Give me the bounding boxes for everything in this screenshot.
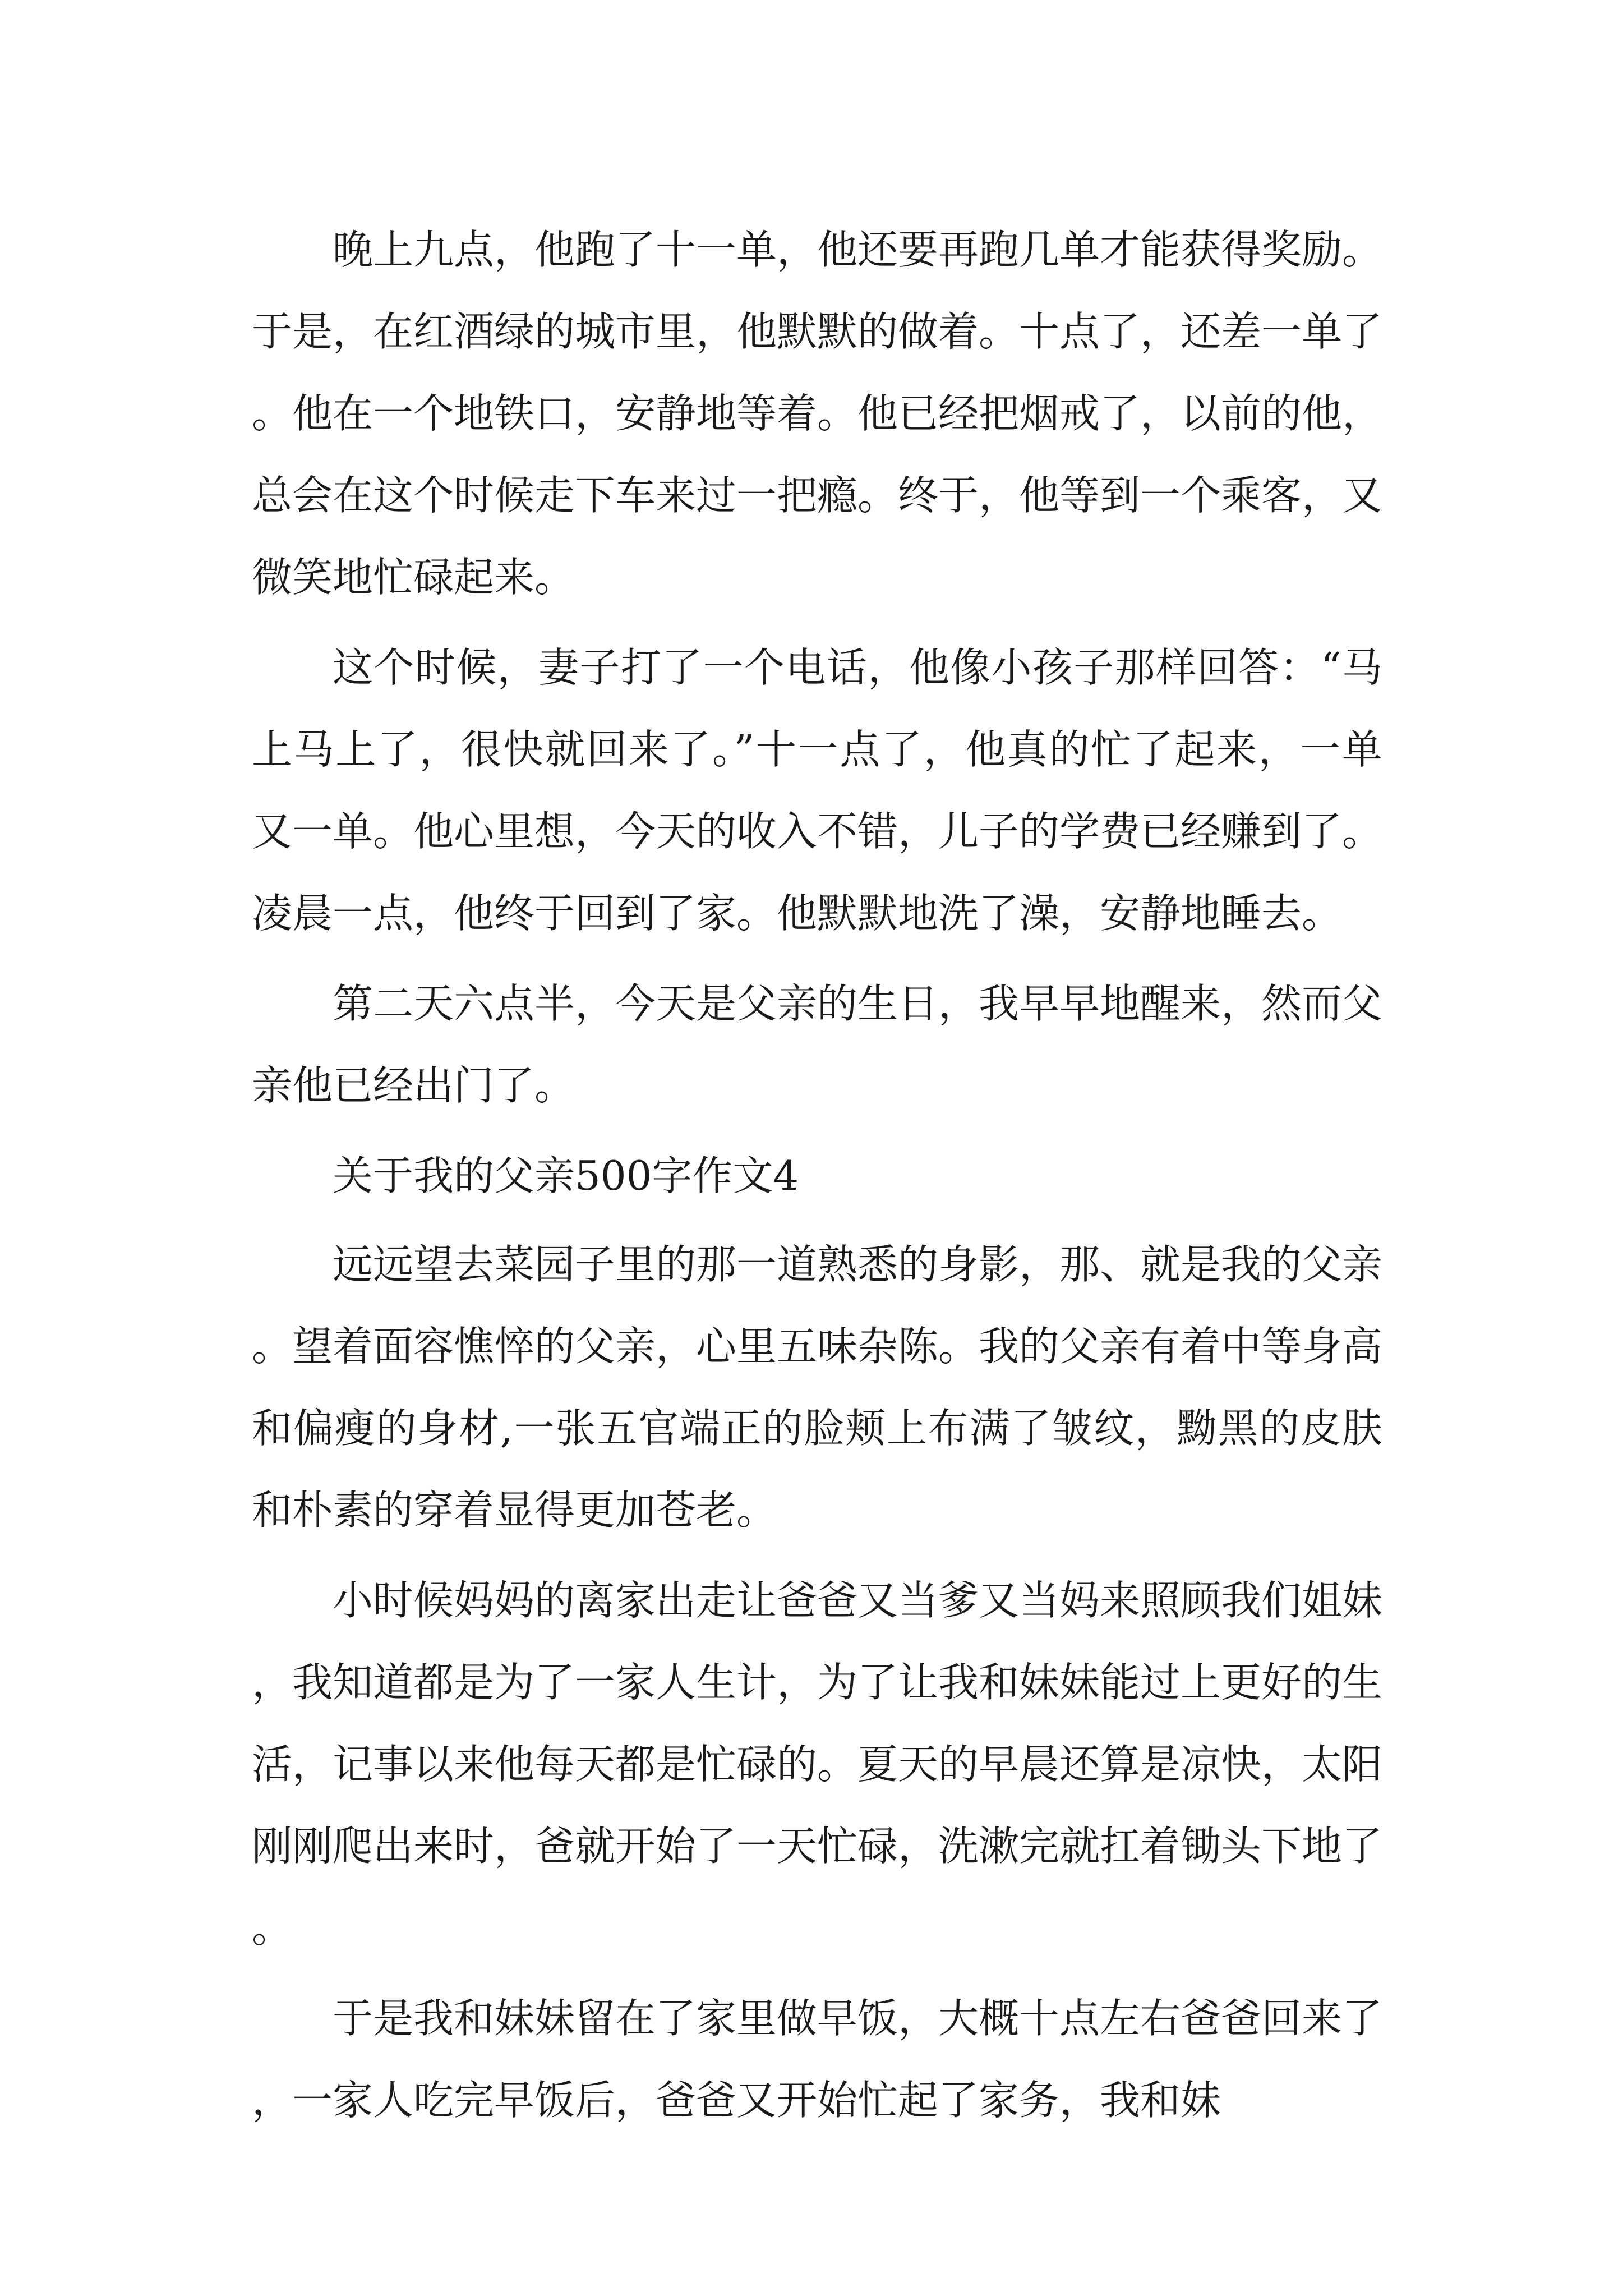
paragraph-3: 第二天六点半，今天是父亲的生日，我早早地醒来，然而父亲他已经出门了。 <box>252 980 1383 1109</box>
document-body <box>252 209 1382 2150</box>
paragraph-5: 小时候妈妈的离家出走让爸爸又当爹又当妈来照顾我们姐妹，我知道都是为了一家人生计，为了让我和妹妹能过上更好的生活，记事以来他每天都是忙碌的。夏天的早晨还算是凉快，太阳刚刚爬出来时，爸就开始了一天忙碌，洗漱完就扛着锄头下地了。 <box>252 1577 1383 1952</box>
paragraph-4: 远远望去菜园子里的那一道熟悉的身影，那、就是我的父亲。望着面容憔悴的父亲，心里五味杂陈。我的父亲有着中等身高和偏瘦的身材,一张五官端正的脸颊上布满了皱纹，黝黑的皮肤和朴素的穿着显得更加苍老。 <box>252 1241 1383 1534</box>
paragraph-2: 这个时候，妻子打了一个电话，他像小孩子那样回答：“马上马上了，很快就回来了。”十一点了，他真的忙了起来，一单又一单。他心里想，今天的收入不错，儿子的学费已经赚到了。凌晨一点，他终于回到了家。他默默地洗了澡，安静地睡去。 <box>252 644 1383 937</box>
paragraph-6: 于是我和妹妹留在了家里做早饭，大概十点左右爸爸回来了，一家人吃完早饭后，爸爸又开始忙起了家务，我和妹 <box>252 1995 1383 2124</box>
section-heading: 关于我的父亲500字作文4 <box>333 1152 799 1199</box>
paragraph-1: 晚上九点，他跑了十一单，他还要再跑几单才能获得奖励。于是，在红酒绿的城市里，他默默的做着。十点了，还差一单了。他在一个地铁口，安静地等着。他已经把烟戒了，以前的他，总会在这个时候走下车来过一把瘾。终于，他等到一个乘客，又微笑地忙碌起来。 <box>252 226 1383 601</box>
